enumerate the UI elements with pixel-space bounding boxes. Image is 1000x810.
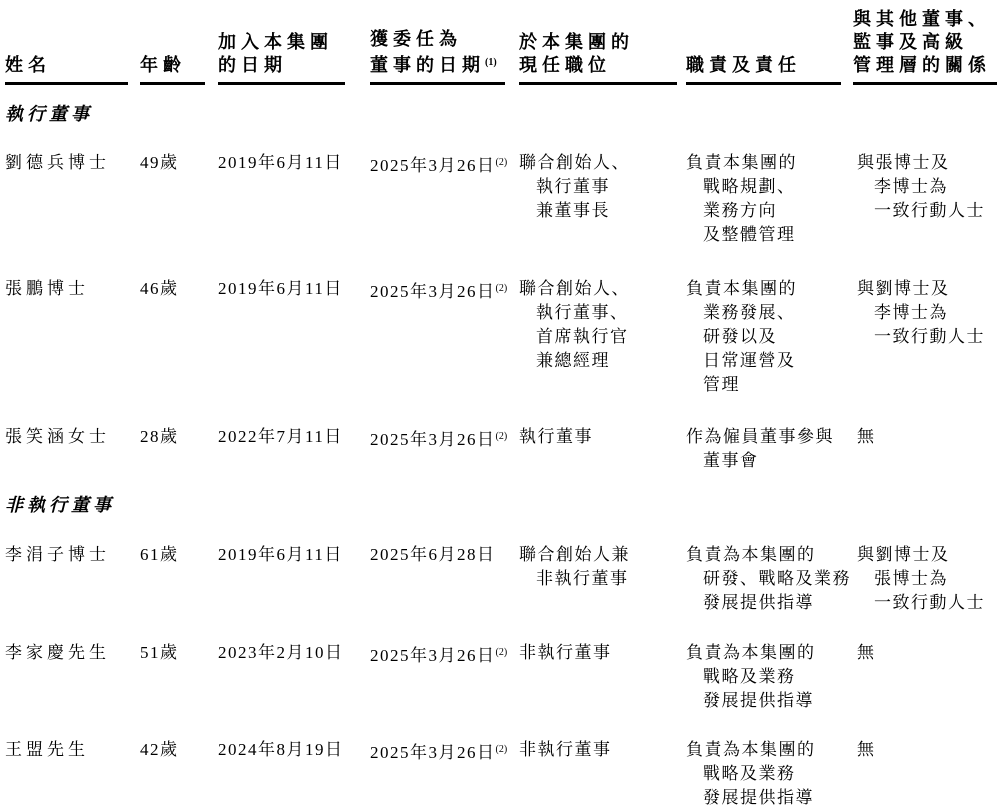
cell-appointed-date: 2025年3月26日$^{(2)}$ xyxy=(370,742,508,762)
cell-position-line: 首席執行官 xyxy=(536,326,629,346)
cell-duties-line: 戰略及業務 xyxy=(703,763,796,783)
footnote-marker-2: (2) xyxy=(495,646,508,658)
cell-joined-date: 2024年8月19日 xyxy=(218,739,344,759)
cell-duties xyxy=(686,277,853,397)
cell-age: 49歲 xyxy=(140,152,179,172)
cell-duties-line: 負責本集團的 xyxy=(686,152,797,172)
cell-position xyxy=(519,543,686,615)
cell-relationship-line: 與劉博士及 xyxy=(857,544,950,564)
cell-appointed-date: 2025年3月26日$^{(2)}$ xyxy=(370,645,508,665)
cell-position-line: 執行董事、 xyxy=(536,302,629,322)
cell-joined-date: 2019年6月11日 xyxy=(218,544,343,564)
cell-relationship-line: 李博士為 xyxy=(874,302,948,322)
cell-age: 61歲 xyxy=(140,544,179,564)
cell-relationship-line: 一致行動人士 xyxy=(874,326,985,346)
section-header: 非執行董事 xyxy=(5,494,115,515)
footnote-marker-2: (2) xyxy=(495,282,508,294)
cell-position-line: 聯合創始人、 xyxy=(519,152,630,172)
cell-name: 張笑涵女士 xyxy=(5,426,110,446)
section-header: 執行董事 xyxy=(5,103,93,124)
cell-name: 張鵬博士 xyxy=(5,278,89,298)
table-row xyxy=(5,641,1000,713)
cell-duties-line: 管理 xyxy=(703,374,740,394)
cell-duties-line: 業務方向 xyxy=(703,200,777,220)
cell-appointed-date: 2025年6月28日 xyxy=(370,544,496,564)
cell-age: 46歲 xyxy=(140,278,179,298)
footnote-marker-2: (2) xyxy=(495,430,508,442)
cell-position-line: 聯合創始人兼 xyxy=(519,544,630,564)
cell-duties-line: 日常運營及 xyxy=(703,350,796,370)
cell-duties xyxy=(686,425,853,473)
cell-position-line: 非執行董事 xyxy=(519,739,612,759)
cell-name: 王盟先生 xyxy=(5,739,89,759)
col-header-age-label: 年齡 xyxy=(140,55,186,75)
table-body xyxy=(5,104,1000,810)
cell-position xyxy=(519,277,686,397)
cell-duties-line: 戰略規劃、 xyxy=(703,176,796,196)
cell-position-line: 聯合創始人、 xyxy=(519,278,630,298)
cell-relationship-line: 張博士為 xyxy=(874,568,948,588)
cell-position xyxy=(519,738,686,810)
cell-joined-date: 2022年7月11日 xyxy=(218,426,343,446)
cell-duties xyxy=(686,543,853,615)
cell-position-line: 非執行董事 xyxy=(519,642,612,662)
cell-appointed-date: 2025年3月26日$^{(2)}$ xyxy=(370,155,508,175)
cell-duties-line: 負責為本集團的 xyxy=(686,642,816,662)
cell-duties-line: 負責為本集團的 xyxy=(686,544,816,564)
cell-position-line: 兼董事長 xyxy=(536,200,610,220)
cell-position-line: 執行董事 xyxy=(519,426,593,446)
table-row xyxy=(5,543,1000,615)
table-row xyxy=(5,277,1000,397)
cell-relationship xyxy=(853,543,995,615)
cell-appointed-date: 2025年3月26日$^{(2)}$ xyxy=(370,281,508,301)
cell-relationship xyxy=(853,425,995,473)
header-underline xyxy=(519,82,677,85)
cell-relationship-line: 李博士為 xyxy=(874,176,948,196)
cell-relationship-line: 無 xyxy=(857,739,876,759)
header-underline xyxy=(853,82,997,85)
header-underline xyxy=(5,82,128,85)
col-header-appointed: 獲委任為 董事的日期$^{(1)}$ xyxy=(370,8,519,85)
cell-position xyxy=(519,641,686,713)
col-header-name xyxy=(5,8,140,85)
cell-duties-line: 負責為本集團的 xyxy=(686,739,816,759)
cell-position xyxy=(519,151,686,247)
footnote-marker-1: (1) xyxy=(485,57,497,68)
cell-relationship-line: 無 xyxy=(857,642,876,662)
cell-relationship-line: 無 xyxy=(857,426,876,446)
table-row xyxy=(5,151,1000,247)
cell-relationship-line: 與張博士及 xyxy=(857,152,950,172)
cell-duties-line: 業務發展、 xyxy=(703,302,796,322)
cell-appointed-date: 2025年3月26日$^{(2)}$ xyxy=(370,429,508,449)
cell-relationship xyxy=(853,277,995,397)
cell-duties-line: 董事會 xyxy=(703,450,759,470)
cell-relationship xyxy=(853,151,995,247)
cell-name: 李涓子博士 xyxy=(5,544,110,564)
footnote-marker-2: (2) xyxy=(495,156,508,168)
col-header-joined: 加入本集團 的日期 xyxy=(218,8,370,85)
cell-duties-line: 及整體管理 xyxy=(703,224,796,244)
col-header-relationship: 與其他董事、 監事及高級 管理層的關係 xyxy=(853,8,995,85)
cell-duties-line: 作為僱員董事參與 xyxy=(686,426,834,446)
cell-age: 42歲 xyxy=(140,739,179,759)
cell-position xyxy=(519,425,686,473)
table-row xyxy=(5,425,1000,473)
cell-age: 51歲 xyxy=(140,642,179,662)
col-header-name-label: 姓名 xyxy=(5,55,51,75)
cell-relationship xyxy=(853,738,995,810)
cell-duties xyxy=(686,738,853,810)
cell-position-line: 兼總經理 xyxy=(536,350,610,370)
cell-position-line: 非執行董事 xyxy=(536,568,629,588)
cell-duties-line: 戰略及業務 xyxy=(703,666,796,686)
cell-duties-line: 發展提供指導 xyxy=(703,592,814,612)
header-underline xyxy=(370,82,505,85)
header-underline xyxy=(218,82,345,85)
cell-duties-line: 研發、戰略及業務 xyxy=(703,568,851,588)
col-header-position: 於本集團的 現任職位 xyxy=(519,8,686,85)
cell-age: 28歲 xyxy=(140,426,179,446)
col-header-age xyxy=(140,8,218,85)
cell-duties-line: 研發以及 xyxy=(703,326,777,346)
cell-duties-line: 負責本集團的 xyxy=(686,278,797,298)
cell-name: 李家慶先生 xyxy=(5,642,110,662)
cell-name: 劉德兵博士 xyxy=(5,152,110,172)
cell-duties-line: 發展提供指導 xyxy=(703,690,814,710)
cell-relationship-line: 與劉博士及 xyxy=(857,278,950,298)
header-underline xyxy=(140,82,205,85)
col-header-duties: 職責及責任 xyxy=(686,8,853,85)
cell-joined-date: 2023年2月10日 xyxy=(218,642,344,662)
table-row xyxy=(5,738,1000,810)
table-header-row xyxy=(5,8,1000,85)
cell-duties-line: 發展提供指導 xyxy=(703,787,814,807)
cell-relationship-line: 一致行動人士 xyxy=(874,592,985,612)
cell-duties xyxy=(686,151,853,247)
cell-joined-date: 2019年6月11日 xyxy=(218,278,343,298)
cell-position-line: 執行董事 xyxy=(536,176,610,196)
cell-joined-date: 2019年6月11日 xyxy=(218,152,343,172)
cell-relationship xyxy=(853,641,995,713)
cell-relationship-line: 一致行動人士 xyxy=(874,200,985,220)
cell-duties xyxy=(686,641,853,713)
footnote-marker-2: (2) xyxy=(495,743,508,755)
header-underline xyxy=(686,82,841,85)
